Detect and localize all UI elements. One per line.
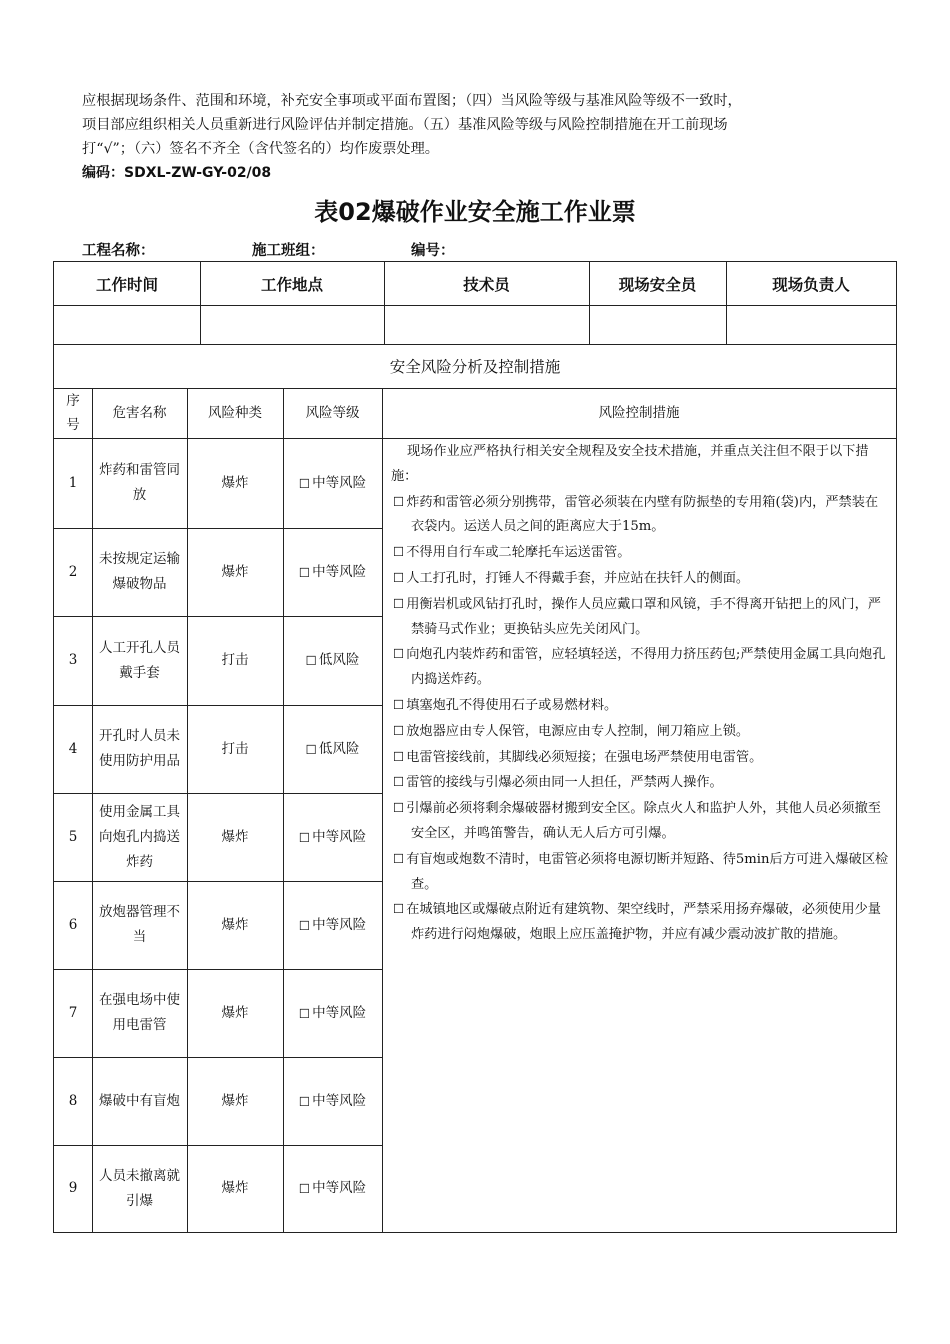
section-title: 安全风险分析及控制措施 [389, 358, 561, 376]
measure-item [391, 770, 891, 796]
row-hazard: 未按规定运输爆破物品 [99, 551, 180, 592]
intro-line: 打“√”；（六）签名不齐全（含代签名的）均作废票处理。 [82, 141, 439, 157]
measure-text: 放炮器应由专人保管，电源应由专人控制，闸刀箱应上锁。 [406, 723, 750, 739]
checkbox-icon[interactable]: ☐ [298, 829, 311, 845]
measure-text: 引爆前必须将剩余爆破器材搬到安全区。除点火人和监护人外，其他人员必须撤至安全区，并鸣笛警告，确认无人后方可引爆。 [406, 801, 881, 841]
header-site-leader: 现场负责人 [772, 275, 850, 294]
column-hazard: 危害名称 [112, 405, 167, 421]
row-seq: 2 [68, 563, 78, 580]
checkbox-icon[interactable]: ☐ [393, 569, 405, 585]
row-hazard: 爆破中有盲炮 [99, 1092, 180, 1109]
checkbox-icon[interactable]: ☐ [305, 741, 317, 757]
row-seq: 3 [68, 652, 78, 668]
checkbox-icon[interactable]: ☐ [393, 493, 405, 509]
measure-text: 人工打孔时，打锤人不得戴手套，并应站在扶钎人的侧面。 [406, 570, 750, 586]
intro-text [82, 89, 902, 161]
row-risk-level [283, 705, 382, 793]
measure-text: 不得用自行车或二轮摩托车运送雷管。 [406, 545, 631, 561]
risk-level-label: 中等风险 [312, 1180, 367, 1196]
row-risk-type: 爆炸 [221, 1092, 249, 1109]
project-name-label: 工程名称： [82, 243, 155, 259]
row-risk-type: 打击 [221, 740, 249, 757]
checkbox-icon[interactable]: ☐ [393, 544, 405, 560]
measure-text: 在城镇地区或爆破点附近有建筑物、架空线时，严禁采用扬弃爆破，必须使用少量炸药进行闷炮爆破，炮眼上应压盖掩护物，并应有减少震动波扩散的措施。 [406, 902, 881, 943]
risk-level-label: 低风险 [318, 740, 360, 757]
header-work-place: 工作地点 [260, 275, 323, 294]
row-seq: 7 [68, 1004, 78, 1021]
checkbox-icon[interactable]: ☐ [393, 774, 405, 790]
measure-item [391, 566, 891, 592]
header-technician: 技术员 [463, 275, 510, 294]
row-risk-level [283, 438, 382, 528]
checkbox-icon[interactable]: ☐ [305, 653, 317, 668]
measure-text: 炸药和雷管必须分别携带，雷管必须装在内壁有防振垫的专用箱(袋)内，严禁装在衣袋内。运送人员之间的距离应大于15m。 [406, 494, 879, 535]
measure-item [391, 693, 891, 719]
row-hazard: 炸药和雷管同放 [99, 462, 180, 503]
row-risk-type: 爆炸 [221, 1180, 249, 1196]
row-seq: 8 [68, 1092, 78, 1109]
work-ticket-table [53, 261, 897, 1233]
measure-item [391, 847, 891, 898]
measure-item [391, 642, 891, 693]
row-seq: 4 [68, 740, 78, 757]
measure-text: 用衡岩机或风钻打孔时，操作人员应戴口罩和风镜，手不得离开钻把上的风门，严禁骑马式作业；更换钻头应先关闭风门。 [406, 596, 881, 637]
checkbox-icon[interactable]: ☐ [298, 917, 311, 933]
measure-text: 有盲炮或炮数不清时，电雷管必须将电源切断并短路、待5min后方可进入爆破区检查。 [406, 851, 889, 892]
risk-level-label: 中等风险 [312, 1004, 367, 1021]
measures-intro: 现场作业应严格执行相关安全规程及安全技术措施，并重点关注但不限于以下措施： [391, 444, 869, 484]
measure-text: 电雷管接线前，其脚线必须短接；在强电场严禁使用电雷管。 [406, 749, 763, 765]
column-seq: 序 号 [66, 393, 80, 433]
risk-level-label: 中等风险 [312, 916, 367, 933]
checkbox-icon[interactable]: ☐ [393, 696, 405, 712]
measure-item [391, 490, 891, 541]
row-seq: 6 [68, 916, 78, 933]
measure-text: 雷管的接线与引爆必须由同一人担任，严禁两人操作。 [406, 775, 723, 791]
measure-text: 向炮孔内装炸药和雷管，应轻填轻送，不得用力挤压药包;严禁使用金属工具向炮孔内捣送炸药。 [406, 647, 886, 688]
number-label: 编号： [411, 243, 455, 259]
checkbox-icon[interactable]: ☐ [393, 850, 405, 866]
row-seq: 5 [68, 828, 78, 845]
measure-item [391, 719, 891, 745]
row-seq: 1 [68, 474, 78, 491]
checkbox-icon[interactable]: ☐ [393, 646, 405, 662]
row-hazard: 使用金属工具向炮孔内捣送炸药 [99, 803, 180, 870]
team-label: 施工班组： [252, 243, 325, 259]
row-risk-level [283, 528, 382, 616]
risk-level-label: 低风险 [318, 652, 360, 668]
row-hazard: 人工开孔人员戴手套 [99, 639, 180, 681]
row-risk-type: 爆炸 [221, 828, 249, 845]
technician-field[interactable] [384, 305, 589, 344]
row-risk-level [283, 793, 382, 881]
site-leader-field[interactable] [726, 305, 896, 344]
intro-line: 项目部应组织相关人员重新进行风险评估并制定措施。（五）基准风险等级与风险控制措施在开工前现场 [82, 117, 728, 133]
row-risk-type: 打击 [221, 652, 249, 668]
row-risk-type: 爆炸 [221, 916, 249, 933]
checkbox-icon[interactable]: ☐ [393, 901, 405, 917]
safety-officer-field[interactable] [589, 305, 726, 344]
row-hazard: 人员未撤离就引爆 [99, 1167, 180, 1209]
column-risk-type: 风险种类 [208, 405, 262, 421]
control-measures [391, 440, 891, 948]
measure-item [391, 540, 891, 566]
checkbox-icon[interactable]: ☐ [393, 800, 405, 816]
row-hazard: 放炮器管理不当 [99, 904, 180, 945]
header-work-time: 工作时间 [95, 275, 158, 294]
work-place-field[interactable] [200, 305, 384, 344]
checkbox-icon[interactable]: ☐ [393, 748, 405, 764]
table-rule [382, 388, 383, 1232]
measure-item [391, 592, 891, 643]
intro-line: 应根据现场条件、范围和环境，补充安全事项或平面布置图；（四）当风险等级与基准风险等级不一致时， [82, 93, 742, 109]
row-hazard: 开孔时人员未使用防护用品 [99, 728, 180, 769]
checkbox-icon[interactable]: ☐ [393, 595, 405, 611]
checkbox-icon[interactable]: ☐ [298, 564, 311, 580]
risk-level-label: 中等风险 [312, 563, 367, 580]
checkbox-icon[interactable]: ☐ [298, 1093, 311, 1109]
risk-level-label: 中等风险 [312, 828, 367, 845]
measure-item [391, 796, 891, 847]
risk-level-label: 中等风险 [312, 1092, 367, 1109]
page-title: 表02爆破作业安全施工作业票 [314, 198, 636, 226]
column-risk-level: 风险等级 [305, 405, 360, 421]
row-seq: 9 [68, 1180, 78, 1196]
row-risk-level [283, 1057, 382, 1145]
row-hazard: 在强电场中使用电雷管 [99, 992, 180, 1033]
row-risk-level [283, 616, 382, 705]
row-risk-level [283, 881, 382, 969]
row-risk-type: 爆炸 [221, 1004, 249, 1021]
checkbox-icon[interactable]: ☐ [298, 1181, 311, 1196]
checkbox-icon[interactable]: ☐ [298, 1005, 311, 1021]
checkbox-icon[interactable]: ☐ [393, 722, 405, 738]
work-time-field[interactable] [54, 305, 200, 344]
header-safety-officer: 现场安全员 [618, 275, 697, 294]
measure-item [391, 745, 891, 771]
row-risk-level [283, 1145, 382, 1232]
measure-text: 填塞炮孔不得使用石子或易燃材料。 [406, 697, 618, 713]
column-measures: 风险控制措施 [598, 405, 680, 421]
row-risk-type: 爆炸 [221, 474, 249, 491]
row-risk-level [283, 969, 382, 1057]
document-code: 编码：SDXL-ZW-GY-02/08 [82, 165, 272, 181]
risk-level-label: 中等风险 [312, 474, 367, 491]
checkbox-icon[interactable]: ☐ [298, 475, 311, 491]
measure-item [391, 897, 891, 948]
row-risk-type: 爆炸 [221, 563, 249, 580]
